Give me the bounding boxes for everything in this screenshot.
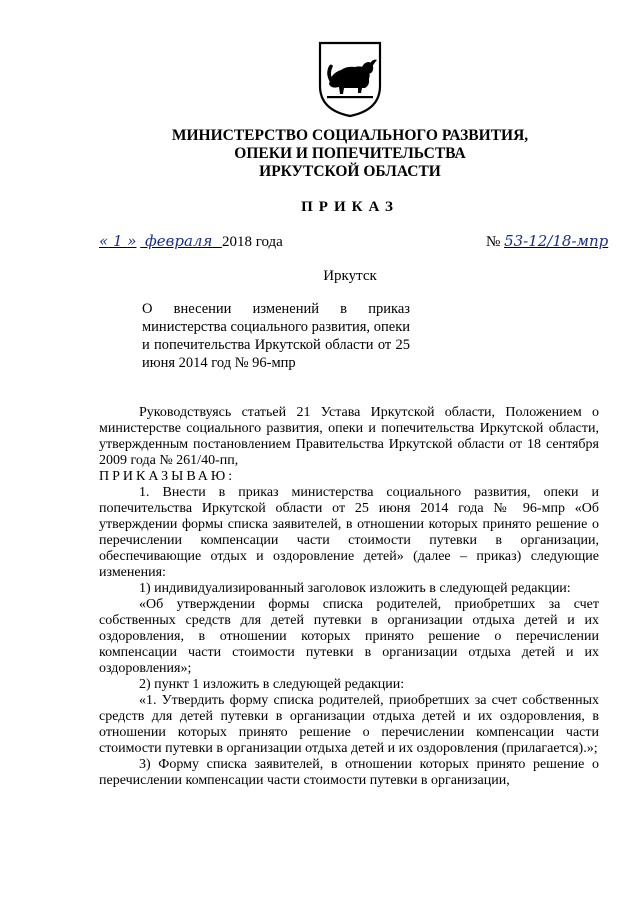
date-day: 1 bbox=[112, 232, 123, 250]
irkutsk-oblast-coat-of-arms-icon bbox=[317, 40, 383, 118]
order-date bbox=[99, 232, 283, 251]
ministry-name bbox=[100, 127, 600, 181]
body-paragraph: «Об утверждении формы списка родителей, приобретших за счет собственных средств для детей путевки в организации отдыха детей и их оздоровления, в отношении которых принято решение о перечислении компенсации части стоимости путевки в организации отдыха детей и их оздоровления»; bbox=[99, 597, 599, 676]
order-body bbox=[99, 405, 599, 789]
ministry-line-3: ИРКУТСКОЙ ОБЛАСТИ bbox=[259, 163, 441, 180]
date-close-quote: » bbox=[127, 232, 137, 250]
body-paragraph: Руководствуясь статьей 21 Устава Иркутской области, Положением о министерстве социального развития, опеки и попечительства Иркутской области, утвержденным постановлением Правительства Иркутской области от 18 сентября 2009 года № 261/40-пп, bbox=[99, 405, 599, 468]
date-open-quote: « bbox=[99, 232, 109, 250]
body-paragraph: «1. Утвердить форму списка родителей, приобретших за счет собственных средств для детей путевки в организации отдыха детей и их оздоровления, в отношении которых принято решение о перечислении компенсации части стоимости путевки в организации отдыха детей и их оздоровления (прилагается).»; bbox=[99, 693, 599, 756]
body-paragraph: 1. Внести в приказ министерства социального развития, опеки и попечительства Иркутской области от 25 июня 2014 года № 96-мпр «Об утверждении формы списка заявителей, в отношении которых принято решение о перечислении компенсации части стоимости путевки в организации, обеспечивающие отдых и оздоровление детей» (далее – приказ) следующие изменения: bbox=[99, 485, 599, 580]
order-command: ПРИКАЗЫВАЮ: bbox=[99, 469, 236, 484]
ministry-line-2: ОПЕКИ И ПОПЕЧИТЕЛЬСТВА bbox=[234, 145, 466, 162]
order-subject: О внесении изменений в приказ министерства социального развития, опеки и попечительства Иркутской области от 25 июня 2014 год № 96-мпр bbox=[142, 301, 410, 371]
body-paragraph: 3) Форму списка заявителей, в отношении которых принято решение о перечислении компенсации части стоимости путевки в организации, bbox=[99, 757, 599, 788]
body-paragraph: 1) индивидуализированный заголовок изложить в следующей редакции: bbox=[139, 581, 571, 596]
date-year: 2018 года bbox=[221, 234, 283, 250]
order-number bbox=[486, 232, 608, 251]
ministry-line-1: МИНИСТЕРСТВО СОЦИАЛЬНОГО РАЗВИТИЯ, bbox=[171, 127, 529, 144]
date-month: февраля bbox=[145, 232, 213, 250]
number-prefix: № bbox=[486, 234, 501, 250]
issue-city: Иркутск bbox=[323, 268, 377, 284]
number-value: 53-12/18-мпр bbox=[504, 232, 609, 250]
document-type: ПРИКАЗ bbox=[301, 199, 399, 215]
body-paragraph: 2) пункт 1 изложить в следующей редакции: bbox=[139, 677, 405, 692]
